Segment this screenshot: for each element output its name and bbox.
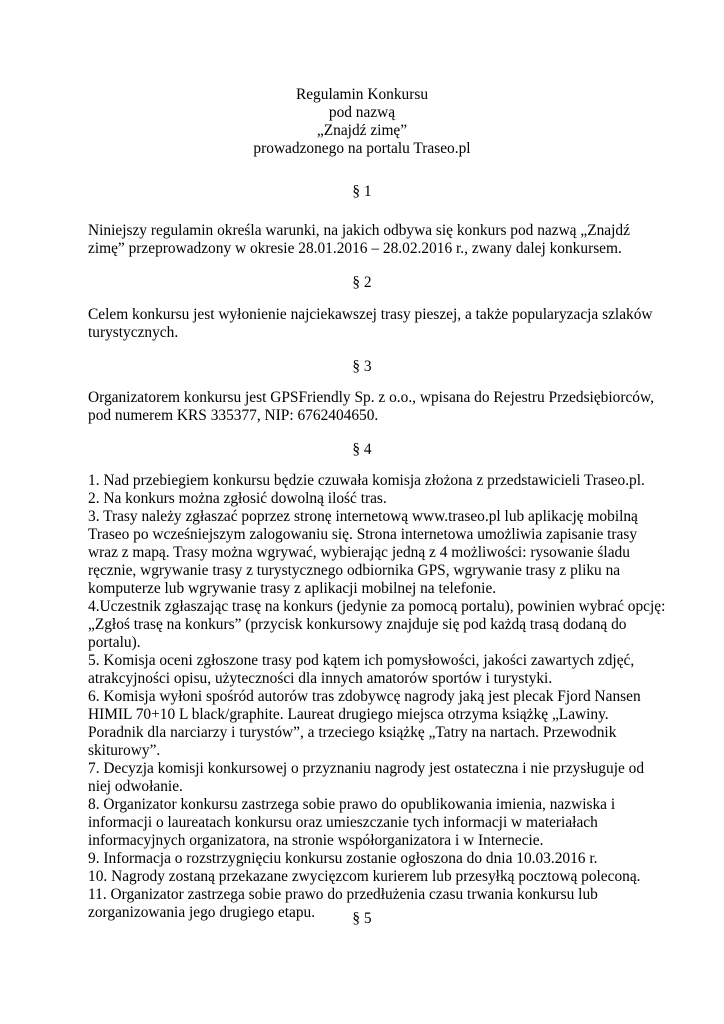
text-line: ręcznie, wgrywanie trasy z turystycznego odbiornika GPS, wgrywanie trasy z pliku na [88, 562, 621, 579]
text-line: 10. Nagrody zostaną przekazane zwycięzcom kurierem lub przesyłką pocztową poleconą. [88, 868, 641, 885]
title-line: Regulamin Konkursu [295, 86, 429, 103]
text-line: skiturowy”. [88, 742, 161, 759]
text-line: Organizatorem konkursu jest GPSFriendly Sp. z o.o., wpisana do Rejestru Przedsiębiorców, [88, 389, 654, 406]
title-line: prowadzonego na portalu Traseo.pl [253, 140, 471, 157]
section-1-paragraph [88, 222, 648, 258]
text-line: 1. Nad przebiegiem konkursu będzie czuwała komisja złożona z przedstawicieli Traseo.pl. [88, 472, 645, 489]
text-line: 6. Komisja wyłoni spośród autorów tras zdobywcę nagrody jaką jest plecak Fjord Nansen [88, 688, 641, 705]
section-mark-5: § 5 [352, 910, 372, 927]
text-line: 5. Komisja oceni zgłoszone trasy pod kątem ich pomysłowości, jakości zawartych zdjęć, [88, 652, 635, 669]
text-line: turystycznych. [88, 324, 179, 341]
section-mark-3: § 3 [352, 358, 372, 375]
text-line: 11. Organizator zastrzega sobie prawo do przedłużenia czasu trwania konkursu lub [88, 886, 598, 903]
text-line: komputerze lub wgrywanie trasy z aplikacji mobilnej na telefonie. [88, 580, 497, 597]
text-line: 2. Na konkurs można zgłosić dowolną ilość tras. [88, 490, 387, 507]
text-line: Poradnik dla narciarzy i turystów”, a trzeciego książkę „Tatry na nartach. Przewodnik [88, 724, 617, 741]
text-line: Traseo po wcześniejszym zalogowaniu się. Strona internetowa umożliwia zapisanie trasy [88, 526, 638, 543]
text-line: 4.Uczestnik zgłaszając trasę na konkurs (jedynie za pomocą portalu), powinien wybrać opcję: [88, 598, 666, 615]
text-line: Niniejszy regulamin określa warunki, na jakich odbywa się konkurs pod nazwą „Znajdź [88, 222, 630, 239]
text-line: informacyjnych organizatora, na stronie współorganizatora i w Internecie. [88, 832, 544, 849]
text-line: pod numerem KRS 335377, NIP: 6762404650. [88, 407, 379, 424]
title-line: pod nazwą [328, 104, 396, 121]
document-title [0, 86, 724, 158]
text-line: zimę” przeprowadzony w okresie 28.01.2016 – 28.02.2016 r., zwany dalej konkursem. [88, 240, 622, 257]
text-line: portalu). [88, 634, 141, 651]
section-mark-4: § 4 [352, 441, 372, 458]
section-3-paragraph [88, 389, 654, 425]
text-line: 8. Organizator konkursu zastrzega sobie prawo do opublikowania imienia, nazwiska i [88, 796, 616, 813]
section-4-paragraph [88, 472, 666, 922]
text-line: „Zgłoś trasę na konkurs” (przycisk konkursowy znajduje się pod każdą trasą dodaną do [88, 616, 627, 633]
text-line: informacji o laureatach konkursu oraz umieszczanie tych informacji w materiałach [88, 814, 598, 831]
section-mark-1: § 1 [352, 183, 372, 200]
text-line: wraz z mapą. Trasy można wgrywać, wybierając jedną z 4 możliwości: rysowanie śladu [88, 544, 630, 561]
text-line: niej odwołanie. [88, 778, 183, 795]
text-line: Celem konkursu jest wyłonienie najciekawszej trasy pieszej, a także popularyzacja szlaków [88, 306, 653, 323]
text-line: 9. Informacja o rozstrzygnięciu konkursu zostanie ogłoszona do dnia 10.03.2016 r. [88, 850, 598, 867]
text-line: HIMIL 70+10 L black/graphite. Laureat drugiego miejsca otrzyma książkę „Lawiny. [88, 706, 609, 723]
section-mark-2: § 2 [352, 274, 372, 291]
text-line: zorganizowania jego drugiego etapu. [88, 904, 316, 921]
text-line: atrakcyjności opisu, użyteczności dla innych amatorów sportów i turystyki. [88, 670, 553, 687]
text-line: 7. Decyzja komisji konkursowej o przyznaniu nagrody jest ostateczna i nie przysługuje od [88, 760, 645, 777]
title-line: „Znajdź zimę” [316, 122, 408, 139]
text-line: 3. Trasy należy zgłaszać poprzez stronę internetową www.traseo.pl lub aplikację mobilną [88, 508, 638, 525]
section-2-paragraph [88, 306, 653, 342]
